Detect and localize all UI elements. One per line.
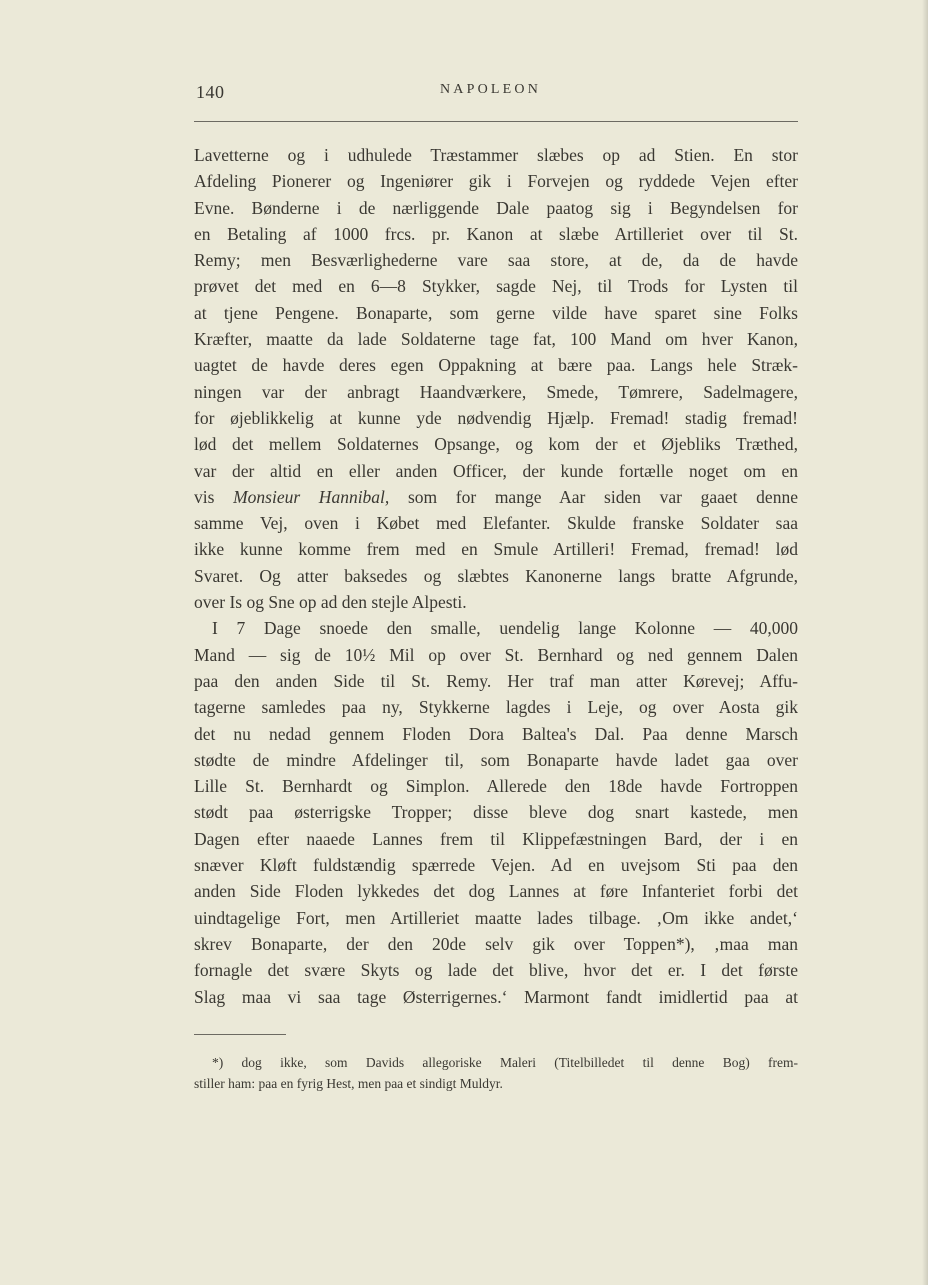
footnote	[194, 1052, 798, 1094]
text-line: for øjeblikkelig at kunne yde nødvendig Hjælp. Fremad! stadig fremad!	[194, 407, 798, 428]
text-line: fornagle det svære Skyts og lade det blive, hvor det er. I det første	[194, 960, 798, 981]
body-text	[194, 142, 798, 1010]
text-line: en Betaling af 1000 frcs. pr. Kanon at slæbe Artilleriet over til St.	[194, 223, 798, 244]
text-line-with-italic	[194, 484, 798, 510]
text-line: Lavetterne og i udhulede Træstammer slæbes op ad Stien. En stor	[194, 145, 798, 165]
text-line: Mand — sig de 10½ Mil op over St. Bernhard og ned gennem Dalen	[194, 644, 798, 665]
text-line: Lille St. Bernhardt og Simplon. Allerede den 18de havde Fortroppen	[194, 776, 798, 797]
text-line: tagerne samledes paa ny, Stykkerne lagdes i Leje, og over Aosta gik	[194, 697, 798, 718]
text-line: ikke kunne komme frem med en Smule Artilleri! Fremad, fremad! lød	[194, 539, 798, 560]
text-line: uagtet de havde deres egen Oppakning at bære paa. Langs hele Stræk-	[194, 355, 798, 376]
text-line: prøvet det med en 6—8 Stykker, sagde Nej, til Trods for Lysten til	[194, 276, 798, 297]
italic-name: Monsieur Hannibal,	[233, 486, 390, 507]
text-line: at tjene Pengene. Bonaparte, som gerne vilde have sparet sine Folks	[194, 302, 798, 323]
text-line: Remy; men Besværlighederne vare saa store, at de, da de havde	[194, 250, 798, 271]
text-line: snæver Kløft fuldstændig spærrede Vejen. Ad en uvejsom Sti paa den	[194, 855, 798, 876]
page-number: 140	[196, 82, 225, 102]
text-line: paa den anden Side til St. Remy. Her traf man atter Kørevej; Affu-	[194, 670, 798, 691]
text-line: Kræfter, maatte da lade Soldaterne tage fat, 100 Mand om hver Kanon,	[194, 329, 798, 350]
text-line: uindtagelige Fort, men Artilleriet maatte lades tilbage. ‚Om ikke andet,‘	[194, 907, 798, 928]
text-line: samme Vej, oven i Købet med Elefanter. Skulde franske Soldater saa	[194, 513, 798, 534]
text-line: lød det mellem Soldaternes Opsange, og kom der et Øjebliks Træthed,	[194, 434, 798, 455]
text-line: Slag maa vi saa tage Østerrigernes.‘ Marmont fandt imidlertid paa at	[194, 986, 798, 1007]
paragraph-end-line: over Is og Sne op ad den stejle Alpesti.	[194, 592, 467, 613]
text-line: Evne. Bønderne i de nærliggende Dale paatog sig i Begyndelsen for	[194, 197, 798, 218]
text-line: Afdeling Pionerer og Ingeniører gik i Forvejen og ryddede Vejen efter	[194, 171, 798, 192]
text-line: skrev Bonaparte, der den 20de selv gik over Toppen*), ‚maa man	[194, 933, 798, 954]
running-head: NAPOLEON	[440, 82, 542, 97]
text-fragment: vis	[194, 486, 234, 507]
text-line: stødt paa østerrigske Tropper; disse bleve dog snart kastede, men	[194, 802, 798, 823]
footnote-line: stiller ham: paa en fyrig Hest, men paa et sindigt Muldyr.	[194, 1076, 503, 1091]
text-line: det nu nedad gennem Floden Dora Baltea's Dal. Paa denne Marsch	[194, 723, 798, 744]
page-edge-shadow	[922, 0, 928, 1285]
text-line: var der altid en eller anden Officer, der kunde fortælle noget om en	[194, 460, 798, 481]
footnote-rule	[194, 1034, 286, 1035]
text-line: ningen var der anbragt Haandværkere, Smede, Tømrere, Sadelmagere,	[194, 381, 798, 402]
text-fragment: som for mange Aar siden var gaaet denne	[389, 486, 798, 507]
header-rule	[194, 121, 798, 122]
text-line: stødte de mindre Afdelinger til, som Bonaparte havde ladet gaa over	[194, 749, 798, 770]
footnote-line: *) dog ikke, som Davids allegoriske Maleri (Titelbilledet til denne Bog) frem-	[212, 1055, 798, 1070]
text-line: Dagen efter naaede Lannes frem til Klippefæstningen Bard, der i en	[194, 828, 798, 849]
text-line: anden Side Floden lykkedes det dog Lannes at føre Infanteriet forbi det	[194, 881, 798, 902]
text-line: Svaret. Og atter baksedes og slæbtes Kanonerne langs bratte Afgrunde,	[194, 565, 798, 586]
paragraph-start-line: I 7 Dage snoede den smalle, uendelig lange Kolonne — 40,000	[212, 618, 798, 639]
